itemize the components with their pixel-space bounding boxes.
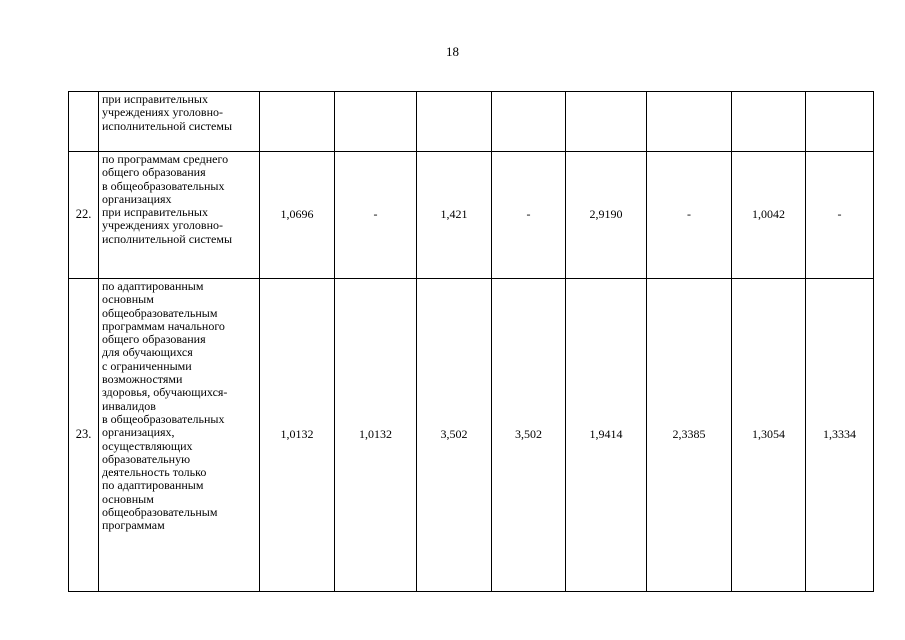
value-cell: - (647, 152, 732, 279)
row-number: 22. (69, 152, 99, 279)
value-cell (260, 92, 335, 152)
coefficients-table (68, 91, 874, 592)
table-row (69, 279, 874, 592)
row-description: по программам среднего общего образования в общеобразовательных организациях при исправительных учреждениях уголовно- исполнительной системы (99, 152, 260, 279)
value-cell: - (492, 152, 566, 279)
value-cell: 3,502 (417, 279, 492, 592)
value-cell: 1,0042 (732, 152, 806, 279)
table-row (69, 92, 874, 152)
table-row (69, 152, 874, 279)
value-cell: 2,3385 (647, 279, 732, 592)
value-cell (492, 92, 566, 152)
value-cell: - (335, 152, 417, 279)
value-cell (806, 92, 874, 152)
value-cell: 1,3334 (806, 279, 874, 592)
value-cell: 1,3054 (732, 279, 806, 592)
row-number: 23. (69, 279, 99, 592)
row-number (69, 92, 99, 152)
value-cell: 1,0696 (260, 152, 335, 279)
value-cell: 1,0132 (260, 279, 335, 592)
page-number: 18 (446, 44, 459, 59)
value-cell: - (806, 152, 874, 279)
value-cell (732, 92, 806, 152)
value-cell: 1,9414 (566, 279, 647, 592)
value-cell (647, 92, 732, 152)
value-cell: 1,421 (417, 152, 492, 279)
row-description: по адаптированным основным общеобразовательным программам начального общего образования для обучающихся с ограниченными возможностями здоровья, обучающихся- инвалидов в общеобразовательных организациях, осуществляющих образовательную деятельность только по адаптированным основным общеобразовательным программам (99, 279, 260, 592)
value-cell: 3,502 (492, 279, 566, 592)
value-cell (335, 92, 417, 152)
value-cell: 2,9190 (566, 152, 647, 279)
value-cell (417, 92, 492, 152)
value-cell (566, 92, 647, 152)
row-description: при исправительных учреждениях уголовно- исполнительной системы (99, 92, 260, 152)
value-cell: 1,0132 (335, 279, 417, 592)
